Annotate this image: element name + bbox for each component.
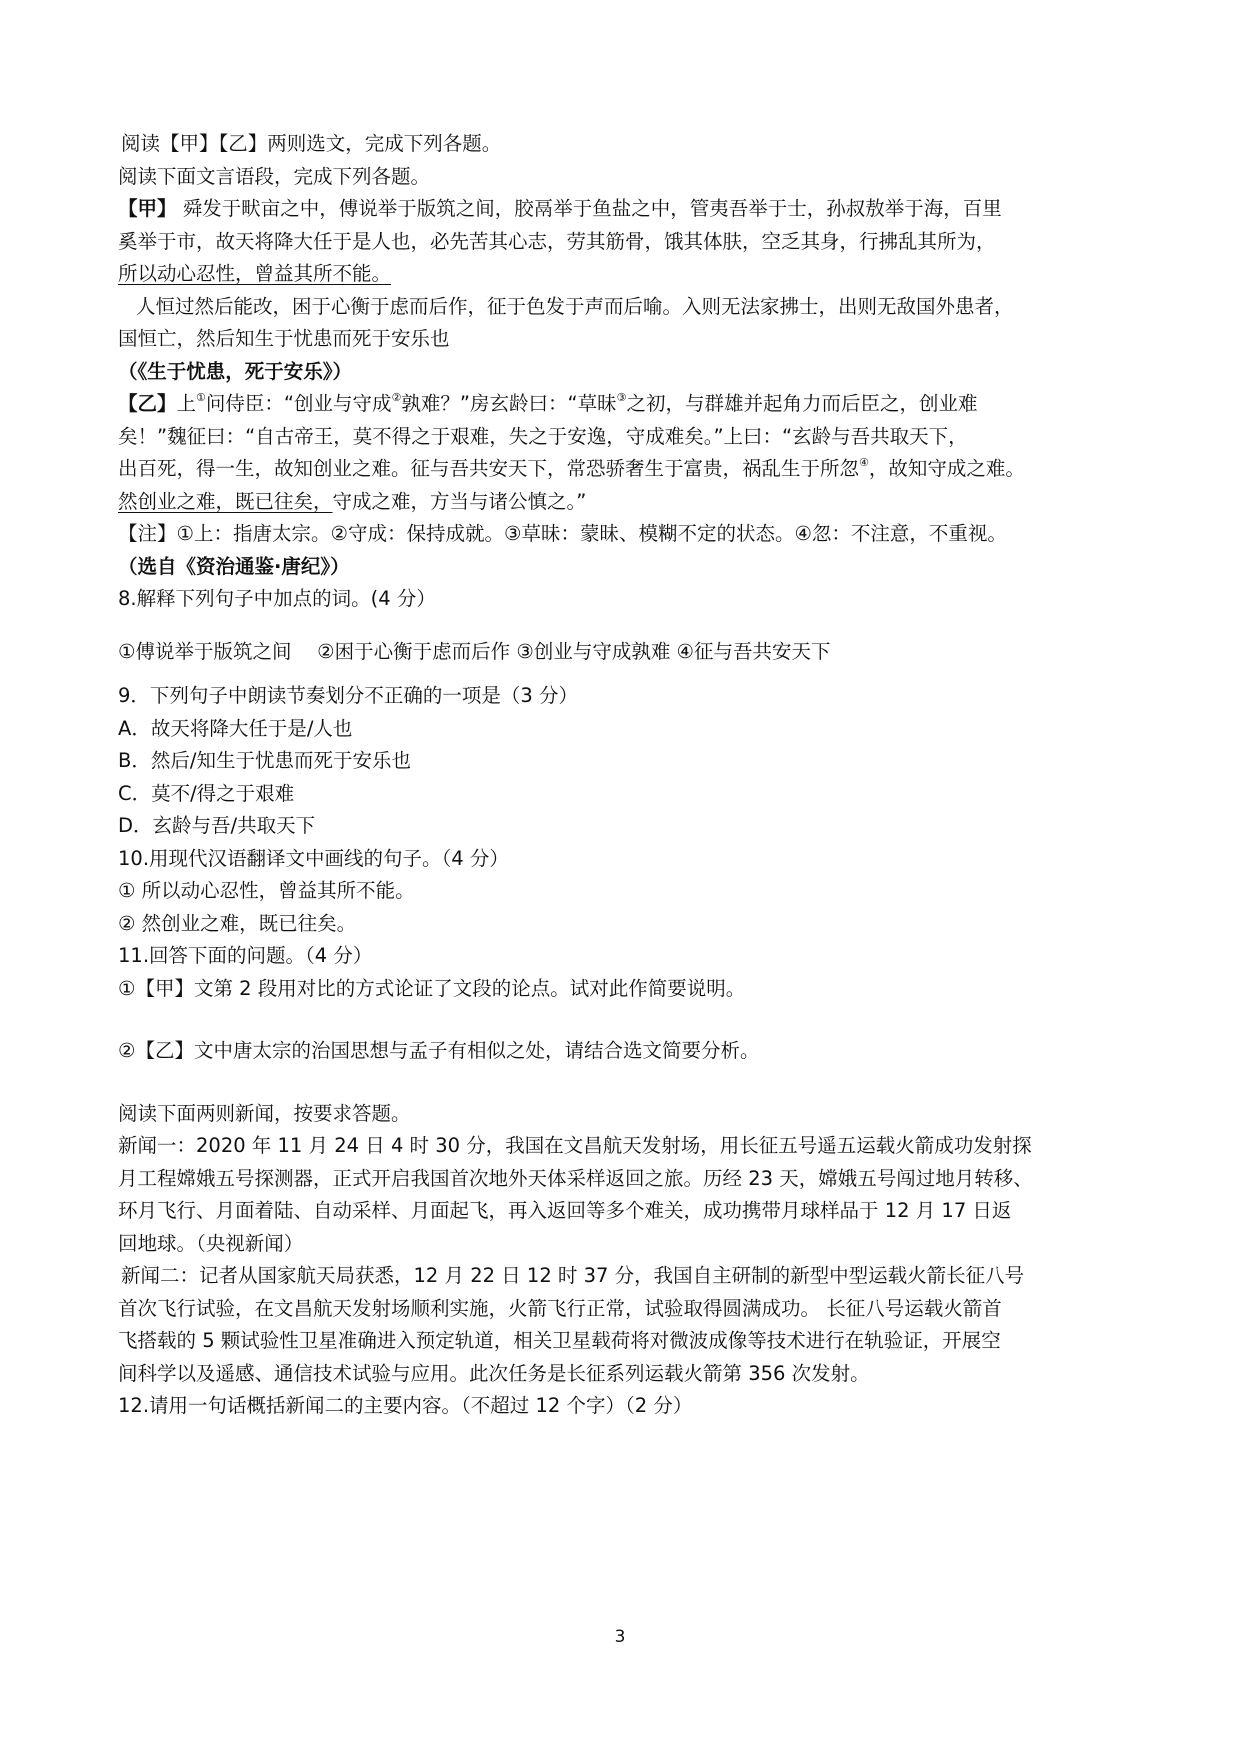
question-8-items: ①傅说举于版筑之间 ②困于心衡于虑而后作 ③创业与守成孰难 ④征与吾共安天下 (118, 639, 831, 663)
footnote-mark: ① (196, 390, 206, 404)
passage-jia-source: （《生于忧患，死于安乐》） (118, 359, 353, 383)
passage-yi-line: 【乙】上①问侍臣：“创业与守成②孰难？”房玄龄曰：“草昧③之初，与群雄并起角力而后臣之，创业难 (118, 390, 978, 415)
instruction-line: 阅读【甲】【乙】两则选文，完成下列各题。 (121, 132, 502, 155)
underlined-sentence: 然创业之难，既已往矣， (118, 489, 333, 513)
news-two-line: 间科学以及遥感、通信技术试验与应用。此次任务是长征系列运载火箭第 356 次发射。 (118, 1361, 870, 1385)
question-11: 11.回答下面的问题。（4 分） (118, 944, 373, 967)
question-12: 12.请用一句话概括新闻二的主要内容。（不超过 12 个字）（2 分） (118, 1394, 693, 1417)
news-one-line: 回地球。（央视新闻） (118, 1231, 304, 1255)
news-two-line: 首次飞行试验，在文昌航天发射场顺利实施，火箭飞行正常，试验取得圆满成功。 长征八号运载火箭首 (118, 1296, 1002, 1320)
news-intro: 阅读下面两则新闻，按要求答题。 (118, 1101, 411, 1125)
question-8: 8.解释下列句子中加点的词。(4 分） (118, 587, 436, 610)
passage-jia-tag: 【甲】 (118, 197, 177, 220)
question-10-item: ② 然创业之难，既已往矣。 (118, 911, 357, 935)
passage-jia-line: 【甲】 舜发于畎亩之中，傅说举于版筑之间，胶鬲举于鱼盐之中，管夷吾举于士，孙叔敖举于海，百里 (118, 197, 1002, 220)
page-number: 3 (614, 1627, 626, 1647)
footnote-mark: ② (391, 390, 402, 404)
passage-yi-line: 矣！”魏征曰：“自古帝王，莫不得之于艰难，失之于安逸，守成难矣。”上曰：“玄龄与吾共取天下， (118, 424, 968, 448)
news-one-line: 新闻一：2020 年 11 月 24 日 4 时 30 分，我国在文昌航天发射场，用长征五号遥五运载火箭成功发射探 (118, 1134, 1032, 1157)
news-two-line: 飞搭载的 5 颗试验性卫星准确进入预定轨道，相关卫星载荷将对微波成像等技术进行在轨验证，开展空 (118, 1329, 1001, 1352)
passage-jia-line: 奚举于市，故天将降大任于是人也，必先苦其心志，劳其筋骨，饿其体肤，空乏其身，行拂乱其所为， (118, 229, 996, 253)
document-body (118, 128, 1128, 1423)
passage-yi-tag: 【乙】 (118, 392, 177, 415)
news-one-line: 月工程嫦娥五号探测器，正式开启我国首次地外天体采样返回之旅。历经 23 天，嫦娥五号闯过地月转移、 (118, 1166, 1033, 1190)
option-a: A．故天将降大任于是/人也 (118, 716, 353, 740)
instruction-line: 阅读下面文言语段，完成下列各题。 (118, 164, 431, 188)
passage-jia-line: 国恒亡，然后知生于忧患而死于安乐也 (118, 327, 450, 350)
option-b: B．然后/知生于忧患而死于安乐也 (118, 749, 411, 772)
question-11-item: ①【甲】文第 2 段用对比的方式论证了文段的论点。试对此作简要说明。 (118, 976, 746, 1000)
footnote-mark: ④ (859, 455, 869, 469)
question-9: 9．下列句子中朗读节奏划分不正确的一项是（3 分） (118, 684, 579, 707)
passage-jia-line: 人恒过然后能改，困于心衡于虑而后作，征于色发于声而后喻。入则无法家拂士，出则无敌国外患者， (136, 294, 1014, 318)
news-one-line: 环月飞行、月面着陆、自动采样、月面起飞，再入返回等多个难关，成功携带月球样品于 12 月 17 日返 (118, 1199, 1012, 1222)
footnote-mark: ③ (616, 390, 627, 404)
question-10-item: ① 所以动心忍性，曾益其所不能。 (118, 879, 415, 902)
news-two-line: 新闻二：记者从国家航天局获悉，12 月 22 日 12 时 37 分，我国自主研制的新型中型运载火箭长征八号 (121, 1264, 1025, 1287)
option-d: D．玄龄与吾/共取天下 (118, 814, 316, 837)
question-11-item: ②【乙】文中唐太宗的治国思想与孟子有相似之处，请结合选文简要分析。 (118, 1039, 760, 1062)
passage-yi-line: 然创业之难，既已往矣，守成之难，方当与诸公慎之。” (118, 489, 587, 513)
underlined-sentence: 所以动心忍性，曾益其所不能。 (118, 262, 392, 285)
passage-yi-line: 出百死，得一生，故知创业之难。征与吾共安天下，常恐骄奢生于富贵，祸乱生于所忽④，故知守成之难。 (118, 455, 1025, 480)
question-10: 10.用现代汉语翻译文中画线的句子。（4 分） (118, 846, 509, 870)
option-c: C．莫不/得之于艰难 (118, 781, 295, 805)
annotation-note: 【注】①上：指唐太宗。②守成：保持成就。③草昧：蒙昧、模糊不定的状态。④忽：不注意，不重视。 (118, 522, 1007, 545)
passage-yi-source: （选自《资治通鉴·唐纪》） (118, 554, 350, 578)
